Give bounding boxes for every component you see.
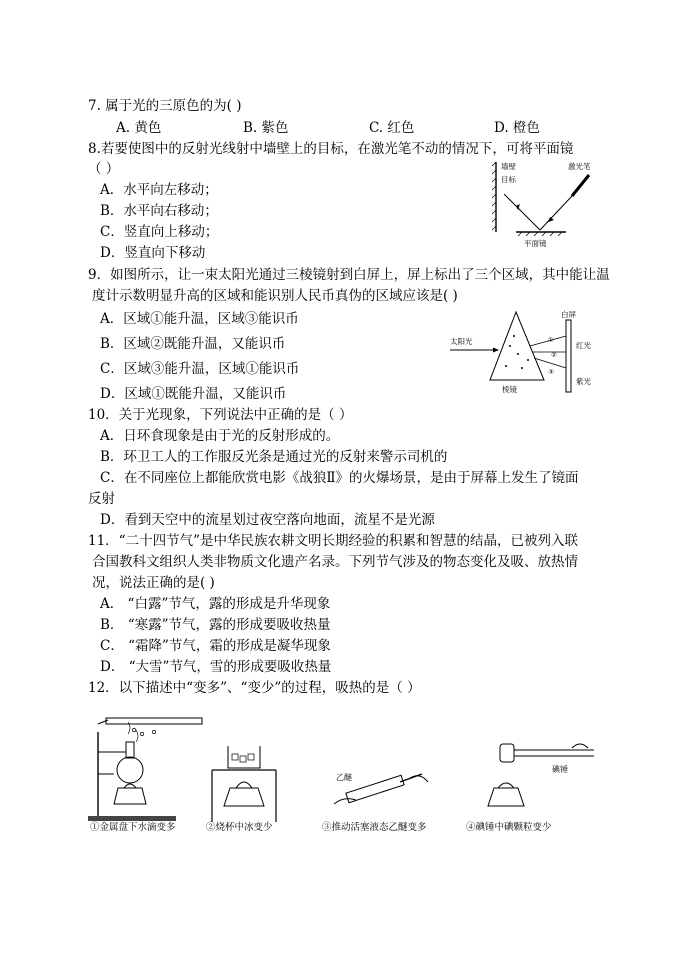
q8-stem: 8.若要使图中的反射光线射中墙壁上的目标，在激光笔不动的情况下，可将平面镜 bbox=[88, 141, 574, 157]
q10-option-c-cont: 反射 bbox=[88, 491, 115, 507]
q9-stem-1: 9．如图所示，让一束太阳光通过三棱镜射到白屏上，屏上标出了三个区域，其中能让温 bbox=[88, 267, 610, 283]
q9-stem-2: 度计示数明显升高的区域和能识别人民币真伪的区域应该是( ) bbox=[92, 288, 458, 304]
caption-1: ①金属盘下水滴变多 bbox=[90, 822, 176, 833]
screen-label: 白屏 bbox=[561, 310, 576, 319]
figure-4 bbox=[488, 744, 594, 806]
laser-pen bbox=[572, 175, 589, 196]
iodine-bulb bbox=[500, 744, 514, 762]
incident-ray bbox=[540, 196, 572, 230]
q7-option-c: C. 红色 bbox=[369, 120, 415, 136]
figure-2 bbox=[212, 746, 276, 822]
q10-option-b: B．环卫工人的工作服反光条是通过光的反射来警示司机的 bbox=[100, 449, 448, 465]
caption-4: ④碘锤中碘颗粒变少 bbox=[466, 822, 552, 833]
figure-1 bbox=[88, 718, 202, 821]
q7-option-b: B. 紫色 bbox=[243, 120, 289, 136]
q7-option-a: A. 黄色 bbox=[116, 120, 162, 136]
reflected-ray bbox=[504, 194, 540, 230]
red-light-label: 红光 bbox=[576, 341, 591, 350]
flask bbox=[117, 757, 143, 783]
q7-stem: 7. 属于光的三原色的为( ) bbox=[88, 98, 242, 114]
lamp-1 bbox=[114, 788, 146, 804]
q11-stem-3: 况，说法正确的是( ) bbox=[92, 575, 215, 591]
q9-option-b: B．区域②既能升温，又能识币 bbox=[100, 336, 286, 352]
mirror-label: 平面镜 bbox=[524, 239, 547, 248]
syringe bbox=[346, 775, 404, 802]
q8-blank: （ ） bbox=[88, 161, 120, 177]
q11-stem-1: 11．“二十四节气”是中华民族农耕文明长期经验的积累和智慧的结晶，已被列入联 bbox=[88, 533, 578, 549]
violet-light-label: 紫光 bbox=[576, 377, 591, 386]
metal-plate bbox=[106, 718, 202, 724]
iodine-label: 碘锤 bbox=[552, 765, 568, 774]
white-screen bbox=[566, 320, 571, 392]
q10-option-a: A．日环食现象是由于光的反射形成的。 bbox=[100, 428, 340, 444]
q11-option-d: D． “大雪”节气，雪的形成要吸收热量 bbox=[100, 659, 332, 675]
q7-option-d: D. 橙色 bbox=[494, 120, 540, 136]
figure-3 bbox=[334, 772, 428, 804]
q8-option-d: D．竖直向下移动 bbox=[100, 245, 206, 261]
q10-option-d: D．看到天空中的流星划过夜空落向地面，流星不是光源 bbox=[100, 512, 435, 528]
wall-label: 墙壁 bbox=[501, 162, 516, 171]
sunlight-label: 太阳光 bbox=[450, 337, 473, 346]
q9-option-c: C．区域③能升温，区域①能识币 bbox=[100, 361, 300, 377]
prism-label: 棱镜 bbox=[502, 385, 517, 394]
beaker bbox=[228, 746, 260, 768]
q9-option-d: D．区域①既能升温，又能识币 bbox=[100, 386, 287, 402]
q10-stem: 10．关于光现象，下列说法中正确的是（ ） bbox=[88, 407, 353, 423]
q11-option-a: A． “白露”节气，露的形成是升华现象 bbox=[100, 596, 331, 612]
q11-option-c: C． “霜降”节气，霜的形成是凝华现象 bbox=[100, 638, 331, 654]
q9-option-a: A．区域①能升温，区域③能识币 bbox=[100, 311, 299, 327]
q8-option-a: A．水平向左移动； bbox=[100, 182, 218, 198]
ether-label: 乙醚 bbox=[336, 773, 352, 782]
q9-figure bbox=[448, 308, 608, 398]
target-label: 目标 bbox=[501, 175, 516, 184]
region-3-label: ③ bbox=[548, 368, 554, 376]
lamp-4 bbox=[488, 788, 524, 806]
q8-option-c: C．竖直向上移动； bbox=[100, 224, 219, 240]
q11-option-b: B． “寒露”节气，露的形成要吸收热量 bbox=[100, 617, 331, 633]
prism bbox=[490, 312, 544, 380]
q11-stem-2: 合国教科文组织人类非物质文化遗产名录。下列节气涉及的物态变化及吸、放热情 bbox=[92, 554, 578, 570]
q10-option-c: C．在不同座位上都能欣赏电影《战狼Ⅱ》的火爆场景，是由于屏幕上发生了镜面 bbox=[100, 470, 579, 486]
q8-figure bbox=[486, 160, 616, 250]
lamp-2 bbox=[224, 788, 264, 806]
region-2-label: ② bbox=[551, 351, 557, 359]
laser-label: 激光笔 bbox=[568, 162, 591, 171]
q12-stem: 12．以下描述中“变多”、“变少”的过程，吸热的是（ ） bbox=[88, 680, 421, 696]
caption-2: ②烧杯中冰变少 bbox=[206, 822, 273, 833]
caption-3: ③推动活塞液态乙醚变多 bbox=[322, 822, 427, 833]
region-1-label: ① bbox=[548, 336, 554, 344]
q8-option-b: B．水平向右移动； bbox=[100, 203, 218, 219]
